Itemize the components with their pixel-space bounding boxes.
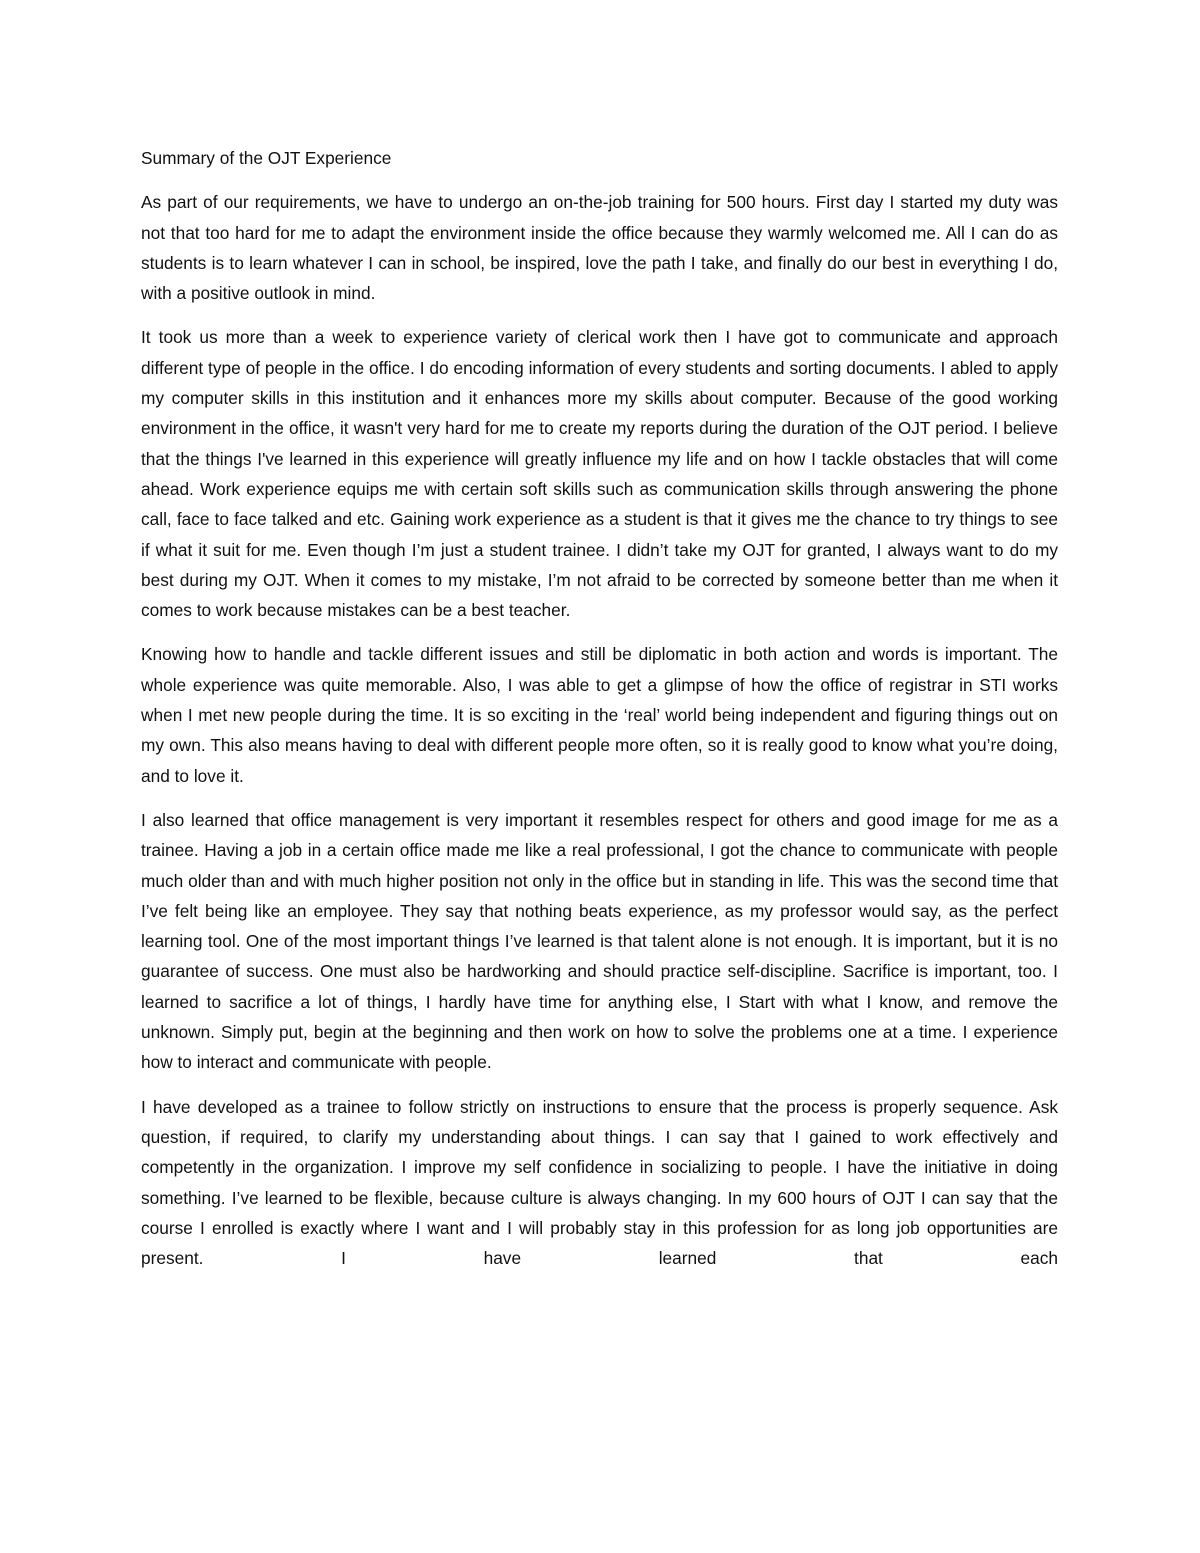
paragraph-clerical-work: It took us more than a week to experience variety of clerical work then I have got to communicate and approach different type of people in the office. I do encoding information of every students and sorting documents. I abled to apply my computer skills in this institution and it enhances more my skills about computer. Because of the good working environment in the office, it wasn't very hard for me to create my reports during the duration of the OJT period. I believe that the things I've learned in this experience will greatly influence my life and on how I tackle obstacles that will come ahead. Work experience equips me with certain soft skills such as communication skills through answering the phone call, face to face talked and etc. Gaining work experience as a student is that it gives me the chance to try things to see if what it suit for me. Even though I’m just a student trainee. I didn’t take my OJT for granted, I always want to do my best during my OJT. When it comes to my mistake, I’m not afraid to be corrected by someone better than me when it comes to work because mistakes can be a best teacher.	[141, 327, 1058, 621]
document-page	[141, 143, 1058, 1273]
paragraph-handling-issues: Knowing how to handle and tackle different issues and still be diplomatic in both action and words is important. The whole experience was quite memorable. Also, I was able to get a glimpse of how the office of registrar in STI works when I met new people during the time. It is so exciting in the ‘real’ world being independent and figuring things out on my own. This also means having to deal with different people more often, so it is really good to know what you’re doing, and to love it.	[141, 644, 1058, 786]
paragraph-development: I have developed as a trainee to follow strictly on instructions to ensure that the process is properly sequence. Ask question, if required, to clarify my understanding about things. I can say that I gained to work effectively and competently in the organization. I improve my self confidence in socializing to people. I have the initiative in doing something. I’ve learned to be flexible, because culture is always changing. In my 600 hours of OJT I can say that the course I enrolled is exactly where I want and I will probably stay in this profession for as long job opportunities are present. I have learned that each	[141, 1096, 1058, 1269]
document-title: Summary of the OJT Experience	[141, 148, 392, 168]
paragraph-office-management: I also learned that office management is very important it resembles respect for others and good image for me as a trainee. Having a job in a certain office made me like a real professional, I got the chance to communicate with people much older than and with much higher position not only in the office but in standing in life. This was the second time that I’ve felt being like an employee. They say that nothing beats experience, as my professor would say, as the perfect learning tool. One of the most important things I’ve learned is that talent alone is not enough. It is important, but it is no guarantee of success. One must also be hardworking and should practice self-discipline. Sacrifice is important, too. I learned to sacrifice a lot of things, I hardly have time for anything else, I Start with what I know, and remove the unknown. Simply put, begin at the beginning and then work on how to solve the problems one at a time. I experience how to interact and communicate with people.	[141, 809, 1058, 1073]
paragraph-intro: As part of our requirements, we have to undergo an on-the-job training for 500 hours. First day I started my duty was not that too hard for me to adapt the environment inside the office because they warmly welcomed me. All I can do as students is to learn whatever I can in school, be inspired, love the path I take, and finally do our best in everything I do, with a positive outlook in mind.	[141, 192, 1058, 304]
